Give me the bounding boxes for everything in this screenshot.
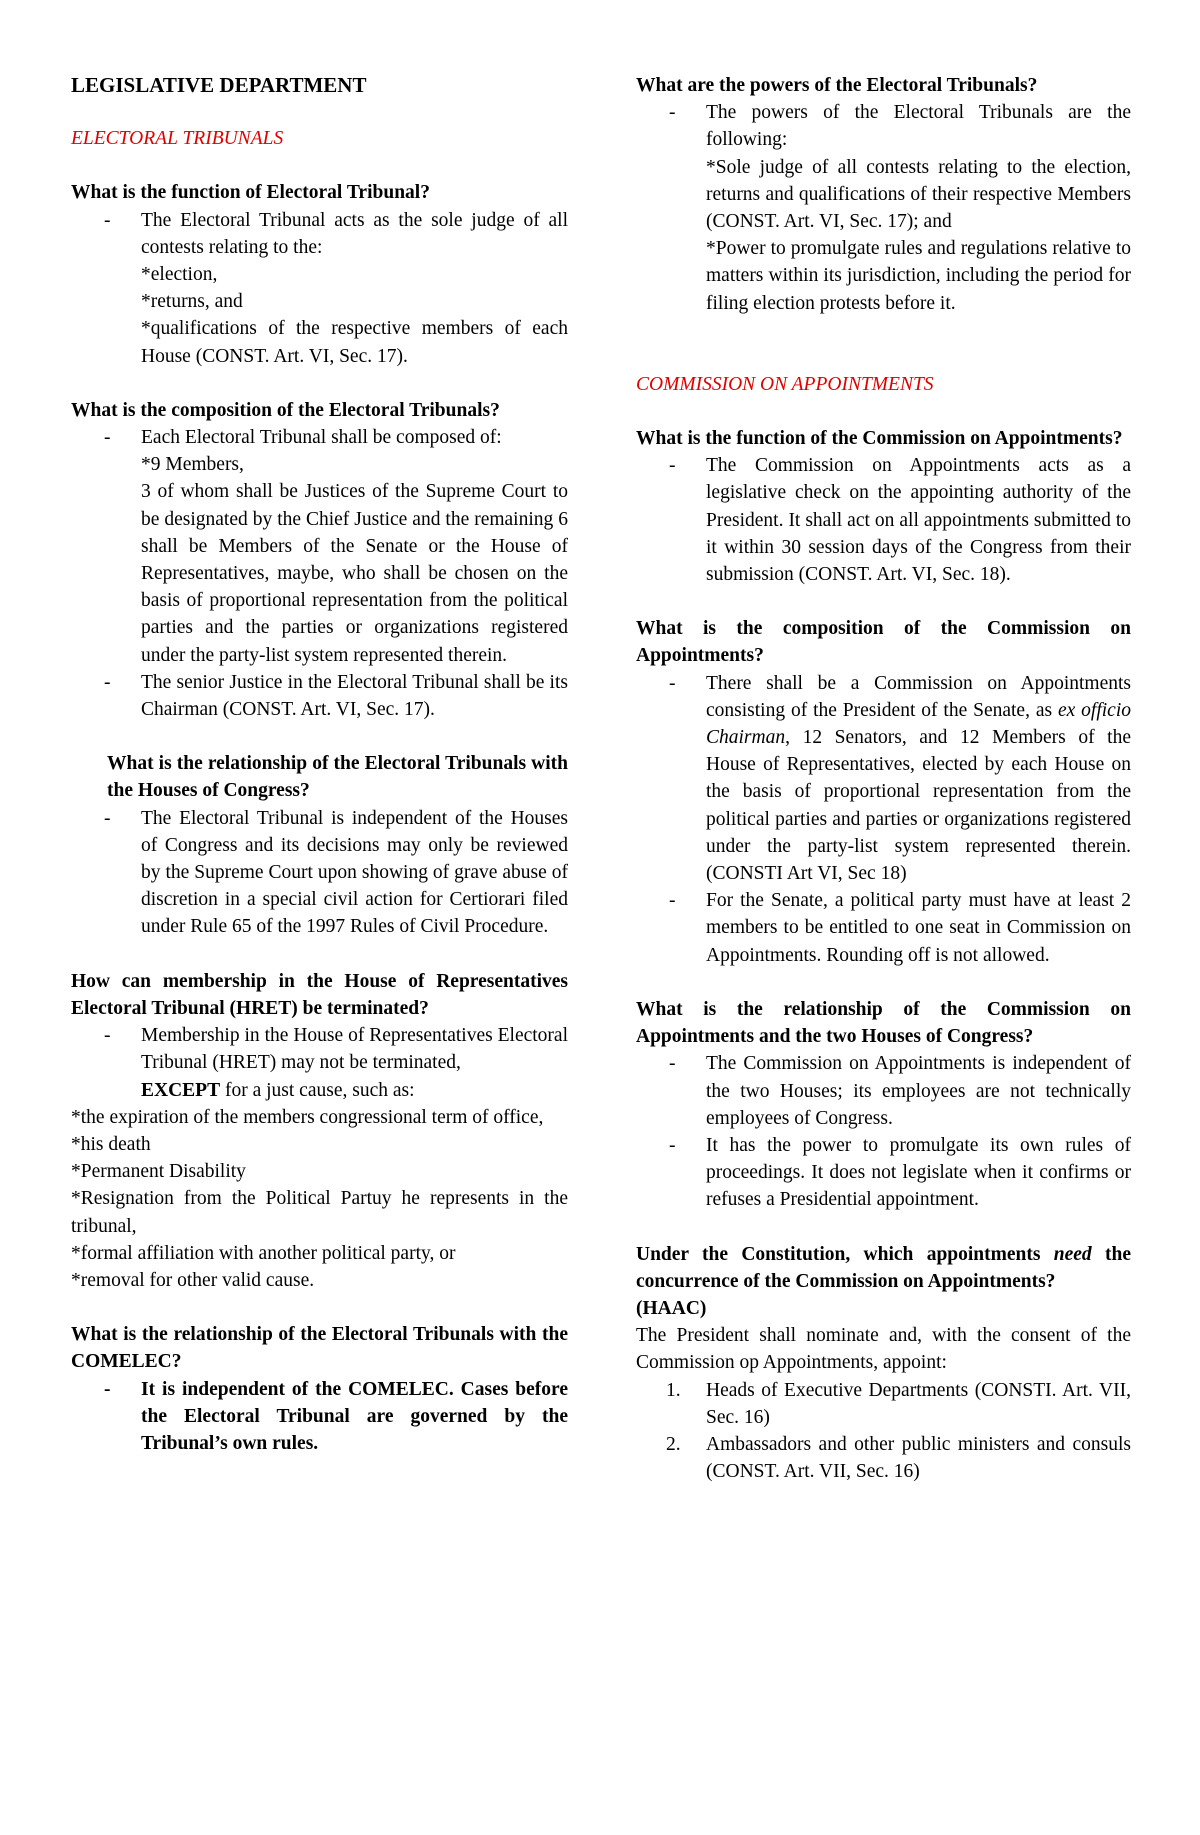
ex-officio-term: ex officio Chairman: [706, 699, 1132, 749]
except-text: for a just cause, such as:: [220, 1079, 415, 1101]
answer-text: Each Electoral Tribunal shall be composed of:: [141, 427, 502, 449]
answer-text: For the Senate, a political party must have at least 2 members to be entitled to one seat in Commission on Appointments. Rounding off is not allowed.: [706, 890, 1131, 966]
question-part: Under the Constitution, which appointments: [636, 1243, 1054, 1265]
answer-text: [706, 670, 1131, 888]
item-number: 2.: [666, 1433, 681, 1455]
answer-text: The Electoral Tribunal acts as the sole judge of all contests relating to the:: [141, 209, 568, 258]
answer-item: [636, 452, 1131, 588]
cause-line: *his death: [71, 1133, 151, 1155]
answer-item: [71, 207, 568, 370]
page-title: LEGISLATIVE DEPARTMENT: [71, 73, 367, 97]
answer-text: The Electoral Tribunal is independent of the Houses of Congress and its decisions may only be reviewed by the Supreme Court upon showing of grave abuse of discretion in a special civil action for Certiorari filed under Rule 65 of the 1997 Rules of Civil Procedure.: [141, 807, 568, 938]
need-emphasis: need: [1053, 1243, 1092, 1265]
answer-line: *Sole judge of all contests relating to the election, returns and qualifications of their respective Members (CONST. Art. VI, Sec. 17); and: [706, 156, 1131, 233]
answer-text: It is independent of the COMELEC. Cases before the Electoral Tribunal are governed by the Tribunal’s own rules.: [141, 1378, 568, 1454]
dash-bullet: -: [669, 102, 676, 124]
answer-text: The Commission on Appointments acts as a legislative check on the appointing authority of the President. It shall act on all appointments submitted to it within 30 session days of the Congress from their submission (CONST. Art. VI, Sec. 18).: [706, 455, 1131, 586]
dash-bullet: -: [104, 1025, 111, 1047]
answer-item: [636, 887, 1131, 969]
dash-bullet: -: [669, 455, 676, 477]
answer-item: [71, 805, 568, 941]
answer-item: [636, 1132, 1131, 1214]
dash-bullet: -: [104, 671, 111, 693]
answer-text-part: , 12 Senators, and 12 Members of the House of Representatives, elected by each House on the basis of proportional representation from the political parties and parties or organizations registered under the party-list system represented therein. (CONSTI Art VI, Sec 18): [706, 727, 1131, 885]
answer-text: Membership in the House of Representatives Electoral Tribunal (HRET) may not be terminated,: [141, 1025, 568, 1074]
answer-line: *9 Members,: [141, 454, 244, 476]
answer-line: 3 of whom shall be Justices of the Supreme Court to be designated by the Chief Justice and the remaining 6 shall be Members of the Senate or the House of Representatives, maybe, who shall be chosen on the basis of proportional representation from the political parties and the parties or organizations registered under the party-list system represented therein.: [141, 481, 568, 666]
answer-item: [71, 1022, 568, 1104]
cause-line: *Resignation from the Political Partuy he represents in the tribunal,: [71, 1188, 568, 1237]
answer-item: [71, 424, 568, 669]
dash-bullet: -: [669, 672, 676, 694]
question-hret-membership: How can membership in the House of Representatives Electoral Tribunal (HRET) be terminated?: [71, 970, 568, 1019]
numbered-item: [636, 1431, 1131, 1485]
answer-text: The senior Justice in the Electoral Tribunal shall be its Chairman (CONST. Art. VI, Sec. 17).: [141, 671, 568, 721]
question-ca-composition: What is the composition of the Commission on Appointments?: [636, 618, 1131, 667]
dash-bullet: -: [104, 1378, 111, 1400]
question-part: the concurrence of the Commission on Appointments?: [636, 1243, 1131, 1292]
section-heading-electoral-tribunals: ELECTORAL TRIBUNALS: [71, 128, 284, 150]
cause-line: *formal affiliation with another political party, or: [71, 1242, 456, 1264]
question-ca-relationship: What is the relationship of the Commission on Appointments and the two Houses of Congress?: [636, 998, 1131, 1048]
dash-bullet: -: [669, 1053, 676, 1075]
answer-line: [141, 1077, 568, 1104]
item-text: Heads of Executive Departments (CONSTI. Art. VII, Sec. 16): [706, 1379, 1131, 1428]
haac-mnemonic: (HAAC): [636, 1297, 707, 1319]
right-column: [636, 72, 1131, 1485]
answer-item: [636, 99, 1131, 317]
dash-bullet: -: [104, 427, 111, 449]
answer-item: [636, 1050, 1131, 1132]
dash-bullet: -: [669, 1134, 676, 1156]
cause-line: *the expiration of the members congressional term of office,: [71, 1106, 544, 1128]
question-relationship-houses: What is the relationship of the Electoral Tribunals with the Houses of Congress?: [107, 753, 568, 802]
answer-item: [636, 670, 1131, 888]
answer-item: [71, 1376, 568, 1458]
section-heading-commission-on-appointments: COMMISSION ON APPOINTMENTS: [636, 373, 934, 395]
answer-line: *qualifications of the respective members of each House (CONST. Art. VI, Sec. 17).: [141, 318, 568, 367]
question-ca-appointments: [636, 1241, 1131, 1295]
question-composition: What is the composition of the Electoral Tribunals?: [71, 399, 500, 421]
cause-line: *removal for other valid cause.: [71, 1269, 315, 1291]
cause-line: *Permanent Disability: [71, 1161, 246, 1183]
answer-text: The Commission on Appointments is independent of the two Houses; its employees are not technically employees of Congress.: [706, 1053, 1131, 1129]
except-keyword: EXCEPT: [141, 1079, 221, 1101]
question-relationship-comelec: What is the relationship of the Electoral Tribunals with the COMELEC?: [71, 1324, 568, 1373]
appointment-intro: The President shall nominate and, with the consent of the Commission op Appointments, appoint:: [636, 1325, 1131, 1374]
question-ca-function: What is the function of the Commission on Appointments?: [636, 428, 1123, 450]
dash-bullet: -: [104, 807, 111, 829]
answer-item: [71, 669, 568, 723]
answer-text: The powers of the Electoral Tribunals are the following:: [706, 102, 1131, 151]
question-powers: What are the powers of the Electoral Tribunals?: [636, 75, 1038, 96]
answer-text-part: There shall be a Commission on Appointments consisting of the President of the Senate, as: [706, 672, 1131, 721]
answer-line: *Power to promulgate rules and regulations relative to matters within its jurisdiction, including the period for filing election protests before it.: [706, 238, 1131, 314]
question-function: What is the function of Electoral Tribunal?: [71, 182, 430, 204]
item-text: Ambassadors and other public ministers and consuls (CONST. Art. VII, Sec. 16): [706, 1433, 1131, 1483]
answer-line: *returns, and: [141, 291, 243, 313]
dash-bullet: -: [104, 209, 111, 231]
dash-bullet: -: [669, 890, 676, 912]
numbered-item: [636, 1377, 1131, 1431]
answer-text: It has the power to promulgate its own rules of proceedings. It does not legislate when it confirms or refuses a Presidential appointment.: [706, 1134, 1131, 1211]
answer-line: *election,: [141, 264, 218, 286]
left-column: [71, 72, 568, 1457]
item-number: 1.: [666, 1379, 681, 1401]
